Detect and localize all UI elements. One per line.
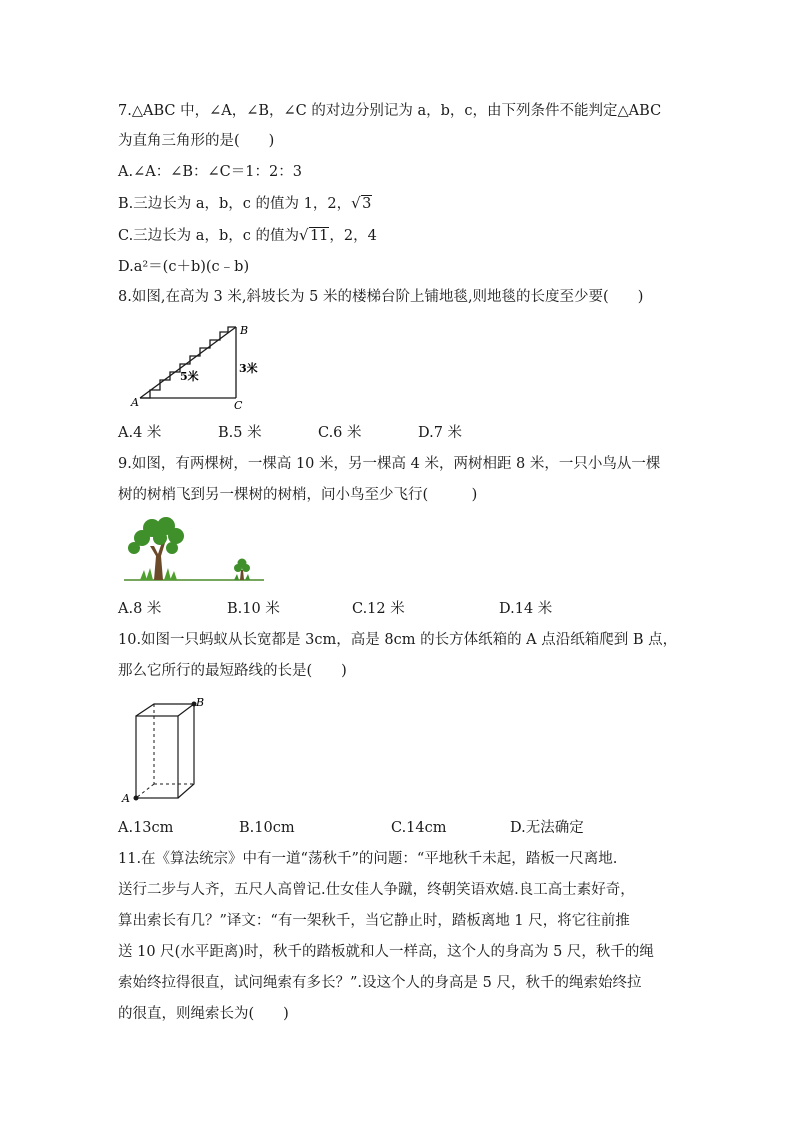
q10-option-b: B.10cm (239, 820, 295, 836)
q7-option-b (118, 194, 372, 214)
big-tree-foliage (128, 517, 184, 554)
label-height: 3米 (239, 362, 258, 375)
q9-option-b: B.10 米 (227, 601, 280, 617)
q9-stem-line1: 9.如图，有两棵树，一棵高 10 米，另一棵高 4 米，两树相距 8 米，一只小鸟从一棵 (118, 456, 661, 472)
stairs-hypotenuse (140, 327, 236, 398)
q7-option-c-pre: C.三边长为 a，b，c 的值为 (118, 228, 299, 244)
box-figure (118, 694, 214, 806)
q7-option-a: A.∠A：∠B：∠C＝1：2：3 (118, 164, 302, 180)
q10-option-c: C.14cm (391, 820, 447, 836)
box-top-face (136, 704, 194, 716)
box-hidden-edges (136, 704, 194, 798)
label-b: B (196, 696, 205, 709)
sqrt-11: √ 11 (298, 226, 329, 244)
sqrt-3: √ 3 (351, 194, 372, 212)
label-a: A (122, 792, 130, 805)
big-tree-trunk (150, 542, 165, 580)
q11-line3: 算出索长有几？”译文：“有一架秋千，当它静止时，踏板离地 1 尺，将它往前推 (118, 913, 630, 929)
stairs-figure (128, 322, 260, 410)
q10-option-d: D.无法确定 (510, 820, 584, 836)
box-front-face (136, 716, 178, 798)
q8-option-c: C.6 米 (318, 425, 362, 441)
q7-stem-line1: 7.△ABC 中，∠A，∠B，∠C 的对边分别记为 a，b，c，由下列条件不能判定△ABC (118, 103, 662, 119)
q10-stem-line2: 那么它所行的最短路线的长是( ) (118, 663, 347, 679)
q8-option-d: D.7 米 (418, 425, 463, 441)
q11-line4: 送 10 尺(水平距离)时，秋千的踏板就和人一样高，这个人的身高为 5 尺，秋千的绳 (118, 944, 654, 960)
q11-line5: 索始终拉得很直，试问绳索有多长？”.设这个人的身高是 5 尺，秋千的绳索始终拉 (118, 975, 642, 991)
q7-stem-line2: 为直角三角形的是( ) (118, 133, 275, 149)
q9-option-c: C.12 米 (352, 601, 405, 617)
q7-option-d: D.a²＝(c＋b)(c﹣b) (118, 259, 250, 275)
q11-line1: 11.在《算法统宗》中有一道“荡秋千”的问题：“平地秋千未起，踏板一尺离地. (118, 851, 618, 867)
q10-stem-line1: 10.如图一只蚂蚁从长宽都是 3cm，高是 8cm 的长方体纸箱的 A 点沿纸箱爬到 B 点， (118, 632, 678, 648)
label-a: A (131, 396, 139, 409)
small-tree (234, 559, 250, 581)
point-a (134, 796, 139, 801)
q11-line2: 送行二步与人齐，五尺人高曾记.仕女佳人争蹴，终朝笑语欢嬉.良工高士素好奇， (118, 882, 635, 898)
q11-line6: 的很直，则绳索长为( ) (118, 1006, 289, 1022)
q7-option-c (118, 226, 377, 246)
label-c: C (234, 399, 243, 410)
q8-stem: 8.如图,在高为 3 米,斜坡长为 5 米的楼梯台阶上铺地毯,则地毯的长度至少要( ) (118, 289, 644, 305)
q9-option-d: D.14 米 (499, 601, 553, 617)
q7-option-b-text: B.三边长为 a，b，c 的值为 1，2， (118, 196, 352, 212)
trees-figure (120, 516, 268, 586)
q9-option-a: A.8 米 (118, 601, 162, 617)
q9-stem-line2: 树的树梢飞到另一棵树的树梢，问小鸟至少飞行( ) (118, 487, 478, 503)
label-slope: 5米 (180, 370, 199, 383)
q7-option-c-post: ，2，4 (329, 228, 377, 244)
q8-option-a: A.4 米 (118, 425, 162, 441)
q10-option-a: A.13cm (118, 820, 174, 836)
q8-option-b: B.5 米 (218, 425, 262, 441)
label-b: B (240, 324, 249, 337)
